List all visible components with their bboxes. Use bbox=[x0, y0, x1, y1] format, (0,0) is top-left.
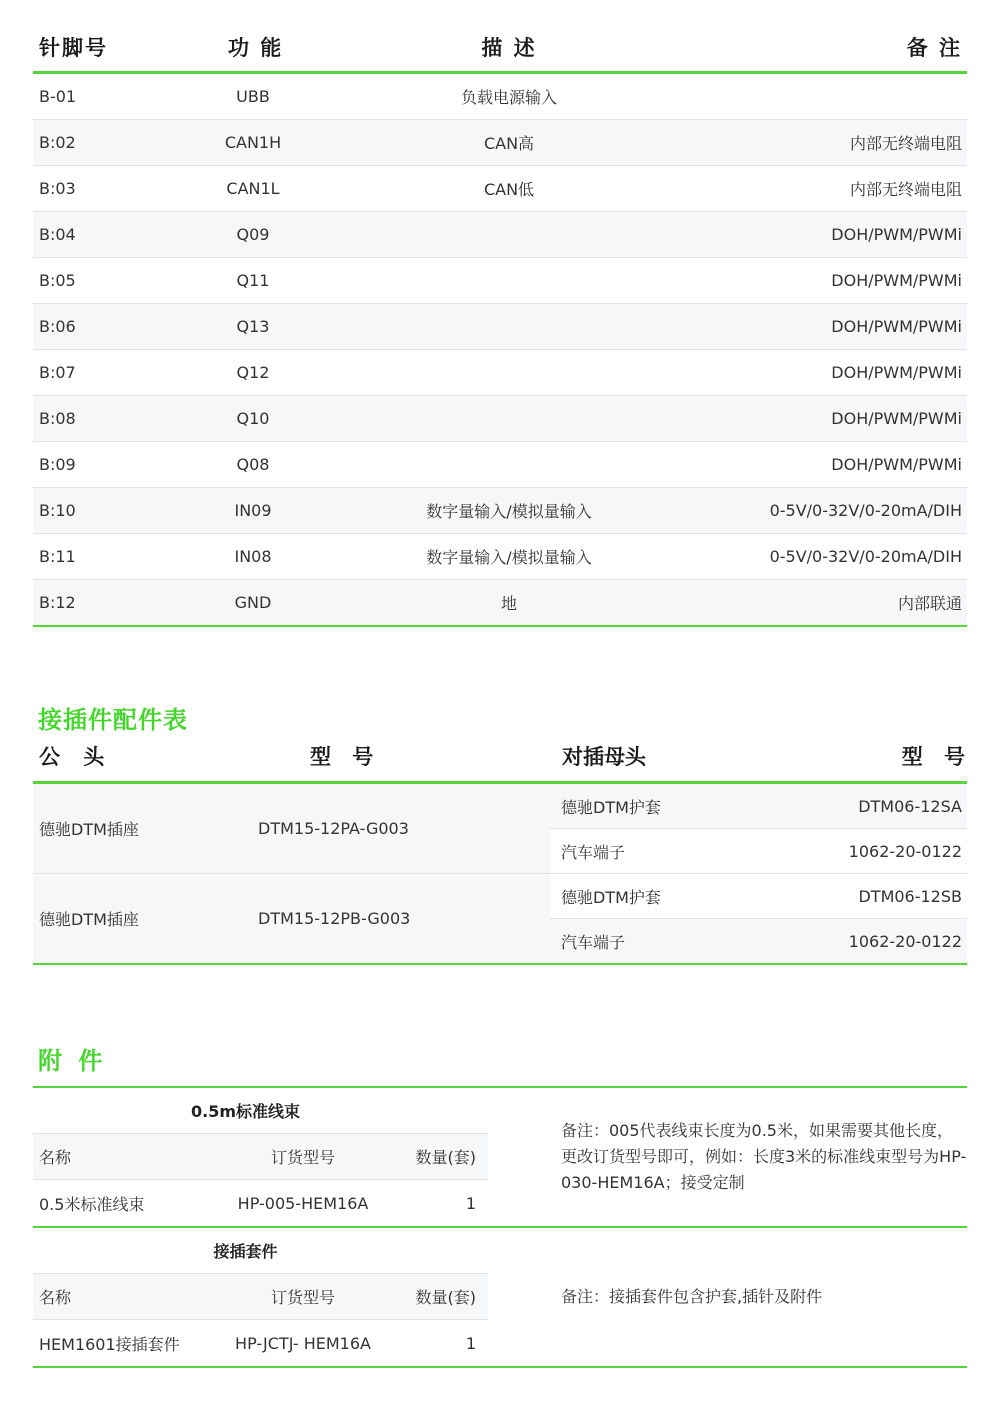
accessory-table bbox=[33, 1088, 488, 1226]
accessory-cell: 1 bbox=[465, 1333, 476, 1353]
pin-table-header bbox=[33, 0, 967, 71]
table-row bbox=[33, 350, 967, 396]
note-cell: DOH/PWM/PWMi bbox=[831, 363, 962, 382]
header-description: 描 述 bbox=[481, 36, 537, 60]
accessory-cell: 0.5米标准线束 bbox=[39, 1194, 145, 1214]
table-row bbox=[33, 258, 967, 304]
description-cell: 数字量输入/模拟量输入 bbox=[426, 502, 592, 521]
function-cell: GND bbox=[234, 593, 272, 612]
table-row bbox=[33, 1320, 488, 1366]
accessory-divider bbox=[33, 1366, 967, 1368]
table-row bbox=[33, 580, 967, 625]
function-cell: CAN1L bbox=[226, 179, 280, 198]
note-cell: 内部联通 bbox=[897, 594, 962, 613]
accessory-cell: HP-005-HEM16A bbox=[237, 1193, 369, 1213]
function-cell: CAN1H bbox=[224, 133, 282, 152]
pin-table-body bbox=[33, 74, 967, 625]
pin-cell: B-01 bbox=[39, 87, 77, 106]
accessory-header-cell: 名称 bbox=[39, 1148, 72, 1167]
mate-model: DTM06-12SA bbox=[858, 796, 962, 816]
header-note: 备 注 bbox=[906, 36, 962, 60]
function-cell: Q10 bbox=[236, 409, 270, 428]
table-row bbox=[33, 120, 967, 166]
header-mate: 对插母头 bbox=[562, 745, 646, 769]
mate-row bbox=[550, 874, 967, 919]
connector-section-title: 接插件配件表 bbox=[38, 706, 188, 734]
table-row bbox=[33, 488, 967, 534]
description-cell: 地 bbox=[500, 594, 517, 613]
accessory-header-cell: 名称 bbox=[39, 1288, 72, 1307]
mate-name: 汽车端子 bbox=[561, 842, 626, 862]
connector-mates bbox=[550, 874, 967, 963]
function-cell: IN09 bbox=[234, 501, 272, 520]
note-cell: DOH/PWM/PWMi bbox=[831, 455, 962, 474]
connector-group bbox=[33, 874, 967, 963]
connector-male bbox=[33, 874, 550, 963]
mate-model: 1062-20-0122 bbox=[848, 841, 962, 861]
mate-model: 1062-20-0122 bbox=[848, 931, 962, 951]
pin-cell: B:02 bbox=[39, 133, 76, 152]
mate-name: 汽车端子 bbox=[561, 932, 626, 952]
accessories-section-title: 附 件 bbox=[38, 1047, 107, 1075]
mate-name: 德驰DTM护套 bbox=[561, 887, 661, 907]
function-cell: Q11 bbox=[236, 271, 270, 290]
mate-name: 德驰DTM护套 bbox=[561, 797, 661, 817]
male-name: 德驰DTM插座 bbox=[39, 910, 139, 929]
connector-mates bbox=[550, 784, 967, 873]
accessory-note: 备注：接插套件包含护套,插针及附件 bbox=[561, 1287, 823, 1306]
accessory-header-cell: 订货型号 bbox=[270, 1288, 335, 1307]
note-cell: 0-5V/0-32V/0-20mA/DIH bbox=[769, 501, 962, 520]
function-cell: IN08 bbox=[234, 547, 272, 566]
pin-cell: B:07 bbox=[39, 363, 76, 382]
pin-cell: B:10 bbox=[39, 501, 76, 520]
function-cell: Q12 bbox=[236, 363, 270, 382]
table-row bbox=[33, 74, 967, 120]
function-cell: Q08 bbox=[236, 455, 270, 474]
accessory-table bbox=[33, 1228, 488, 1366]
connector-male bbox=[33, 784, 550, 873]
accessory-title: 0.5m标准线束 bbox=[33, 1088, 488, 1134]
document-page bbox=[33, 0, 967, 1368]
pin-cell: B:04 bbox=[39, 225, 76, 244]
note-cell: 内部无终端电阻 bbox=[849, 134, 962, 153]
description-cell: CAN高 bbox=[483, 134, 535, 153]
male-name: 德驰DTM插座 bbox=[39, 820, 139, 839]
mate-row bbox=[550, 784, 967, 829]
mate-model: DTM06-12SB bbox=[858, 886, 962, 906]
note-cell: 0-5V/0-32V/0-20mA/DIH bbox=[769, 547, 962, 566]
pin-cell: B:05 bbox=[39, 271, 76, 290]
male-model: DTM15-12PB-G003 bbox=[258, 909, 411, 928]
mate-row bbox=[550, 829, 967, 873]
header-pin: 针脚号 bbox=[39, 36, 108, 60]
note-cell: 内部无终端电阻 bbox=[849, 180, 962, 199]
description-cell: 负载电源输入 bbox=[460, 88, 557, 107]
function-cell: Q13 bbox=[236, 317, 270, 336]
header-mate-model: 型 号 bbox=[901, 745, 965, 769]
table-row bbox=[33, 396, 967, 442]
mate-row bbox=[550, 919, 967, 963]
accessory-header-cell: 数量(套) bbox=[415, 1288, 476, 1307]
header-function: 功 能 bbox=[228, 36, 284, 60]
note-cell: DOH/PWM/PWMi bbox=[831, 225, 962, 244]
accessory-block bbox=[33, 1088, 967, 1226]
pin-cell: B:06 bbox=[39, 317, 76, 336]
table-row bbox=[33, 442, 967, 488]
table-row bbox=[33, 534, 967, 580]
note-cell: DOH/PWM/PWMi bbox=[831, 317, 962, 336]
note-cell: DOH/PWM/PWMi bbox=[831, 271, 962, 290]
connector-group bbox=[33, 784, 967, 874]
accessory-cell: HP-JCTJ- HEM16A bbox=[235, 1333, 371, 1353]
table-row bbox=[33, 304, 967, 350]
accessory-cell: 1 bbox=[465, 1193, 476, 1213]
function-cell: Q09 bbox=[236, 225, 270, 244]
male-model: DTM15-12PA-G003 bbox=[258, 819, 409, 838]
description-cell: 数字量输入/模拟量输入 bbox=[426, 548, 592, 567]
accessory-header-row bbox=[33, 1134, 488, 1180]
pin-cell: B:12 bbox=[39, 593, 76, 612]
pin-cell: B:08 bbox=[39, 409, 76, 428]
header-model: 型 号 bbox=[310, 745, 374, 769]
accessory-title: 接插套件 bbox=[33, 1228, 488, 1274]
note-cell: DOH/PWM/PWMi bbox=[831, 409, 962, 428]
accessory-header-row bbox=[33, 1274, 488, 1320]
pin-cell: B:03 bbox=[39, 179, 76, 198]
table-row bbox=[33, 212, 967, 258]
accessory-header-cell: 订货型号 bbox=[270, 1148, 335, 1167]
accessories-body bbox=[33, 1088, 967, 1368]
connector-table-body bbox=[33, 784, 967, 963]
accessory-header-cell: 数量(套) bbox=[415, 1148, 476, 1167]
accessory-cell: HEM1601接插套件 bbox=[39, 1334, 180, 1354]
accessory-block bbox=[33, 1228, 967, 1366]
accessory-note: 备注：005代表线束长度为0.5米，如果需要其他长度，更改订货型号即可，例如：长度3米的标准线束型号为HP-030-HEM16A；接受定制 bbox=[561, 1121, 967, 1192]
table-row bbox=[33, 166, 967, 212]
function-cell: UBB bbox=[236, 87, 270, 106]
pin-cell: B:11 bbox=[39, 547, 76, 566]
pin-cell: B:09 bbox=[39, 455, 76, 474]
connector-table-header bbox=[33, 735, 967, 781]
description-cell: CAN低 bbox=[483, 180, 535, 199]
pin-table bbox=[33, 0, 967, 627]
table-row bbox=[33, 1180, 488, 1226]
header-male: 公 头 bbox=[39, 745, 113, 769]
